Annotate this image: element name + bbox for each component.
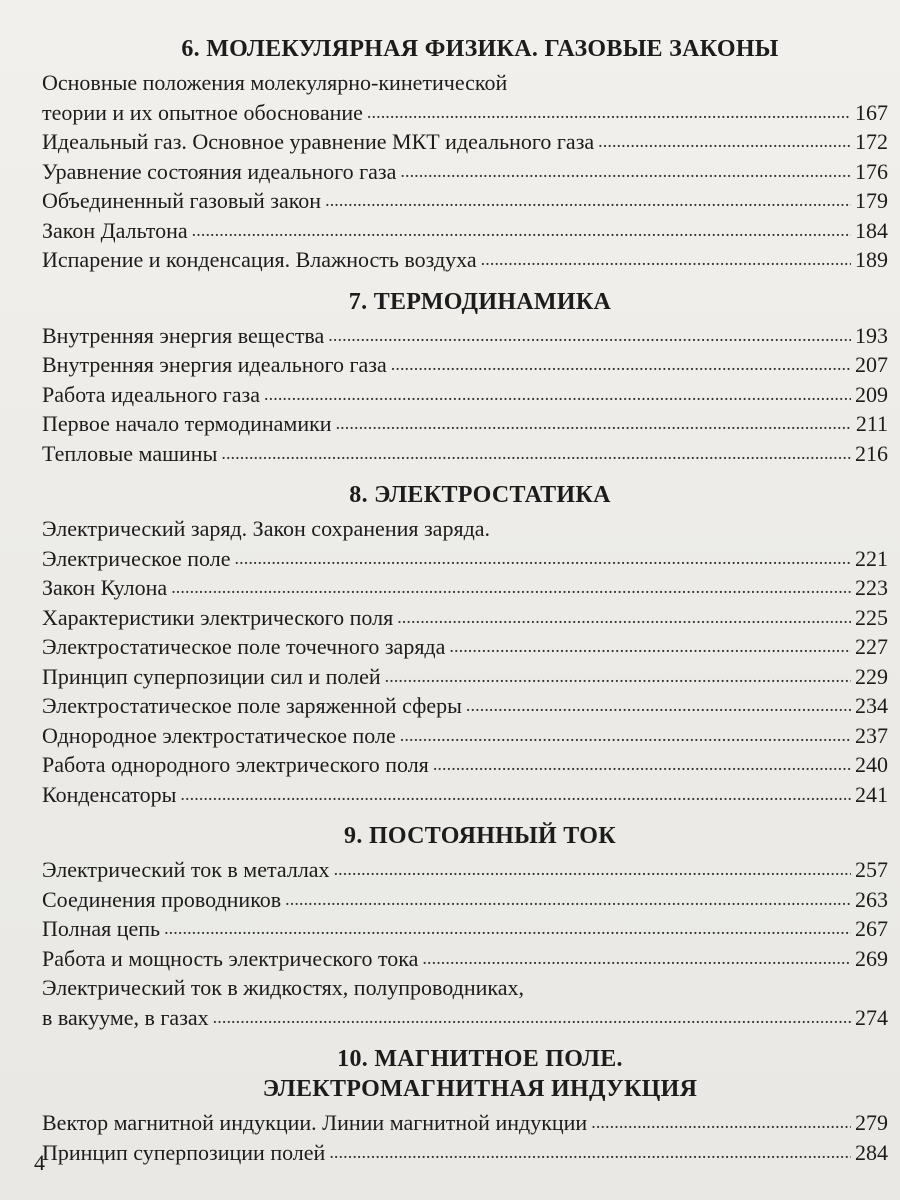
dot-leader [221,437,851,469]
toc-entry-title: Закон Кулона [42,575,168,600]
toc-entry[interactable] [42,573,888,603]
dot-leader [385,660,851,692]
dot-leader [235,542,851,574]
toc-entry-page-number: 221 [855,545,888,571]
dot-leader [325,184,851,216]
toc-entry-page-number: 209 [855,381,888,407]
toc-entry[interactable] [42,603,888,633]
toc-entry-page-number: 179 [855,188,888,213]
toc-entry[interactable] [42,157,888,187]
toc-entry[interactable] [42,350,888,380]
toc-entry-title-line1: Электрический ток в жидкостях, полупроводниках, [42,975,525,1000]
dot-leader [422,942,851,974]
section-gap [42,809,888,821]
toc-entry-title: Испарение и конденсация. Влажность воздуха [42,247,477,272]
toc-entry-page-number: 189 [855,247,888,272]
toc-entry[interactable] [42,1003,888,1033]
toc-entry[interactable] [42,662,888,692]
section-heading: 9. ПОСТОЯННЫЙ ТОК [344,823,616,849]
section-heading: 7. ТЕРМОДИНАМИКА [348,288,612,315]
toc-entry-title: Конденсаторы [42,781,177,807]
toc-entry-title: Работа однородного электрического поля [42,752,429,777]
toc-entry-title: Первое начало термодинамики [42,411,332,436]
toc-entry-page-number: 279 [855,1110,888,1135]
toc-entry-page-number: 257 [855,857,888,882]
toc-entry-page-number: 227 [855,634,888,659]
toc-entry-title-line1: Основные положения молекулярно-кинетической [42,70,508,95]
toc-entry[interactable] [42,914,888,944]
toc-entry-title: Принцип суперпозиции сил и полей [42,663,381,689]
toc-entry[interactable] [42,321,888,351]
toc-entry-title: Тепловые машины [42,440,218,466]
toc-entry-page-number: 172 [855,129,888,154]
dot-leader [336,407,852,439]
toc-entry[interactable] [42,721,888,751]
toc-entry-page-number: 225 [855,604,888,630]
section-gap [42,1032,888,1044]
dot-leader [334,853,851,885]
toc-entry-title: Внутренняя энергия идеального газа [42,352,387,377]
toc-entry[interactable] [42,944,888,974]
toc-entry[interactable] [42,409,888,439]
toc-entry-page-number: 184 [855,217,888,243]
toc-entry[interactable] [42,780,888,810]
toc-entry-title: Вектор магнитной индукции. Линии магнитной индукции [42,1110,588,1135]
toc-entry[interactable] [42,245,888,275]
toc-entry-page-number: 234 [855,693,888,718]
toc-entry-title: Работа и мощность электрического тока [42,945,419,971]
toc-entry-page-number: 216 [855,440,888,466]
toc-entry-title: Характеристики электрического поля [42,604,394,630]
toc-entry-page-number: 223 [855,575,888,600]
dot-leader [397,601,851,633]
toc-entry-title: Работа идеального газа [42,381,261,407]
toc-entry-title: Однородное электростатическое поле [42,722,396,748]
toc-entry[interactable] [42,514,888,544]
toc-entry[interactable] [42,885,888,915]
toc-entry-title: Внутренняя энергия вещества [42,322,325,348]
section-heading-line2: ЭЛЕКТРОМАГНИТНАЯ ИНДУКЦИЯ [262,1076,698,1102]
dot-leader [367,96,851,128]
dot-leader [433,748,851,780]
toc-entry-title: Полная цепь [42,916,161,941]
toc-entry-title: Идеальный газ. Основное уравнение МКТ идеального газа [42,129,595,154]
toc-entry-title: Электрический заряд. Закон сохранения заряда. [42,516,491,541]
section-heading: 6. МОЛЕКУЛЯРНАЯ ФИЗИКА. ГАЗОВЫЕ ЗАКОНЫ [181,36,779,62]
section-heading: 8. ЭЛЕКТРОСТАТИКА [349,482,611,508]
toc-entry-page-number: 237 [855,722,888,748]
toc-entry[interactable] [42,127,888,157]
toc-entry-title: Электрический ток в металлах [42,857,330,882]
toc-entry-page-number: 267 [855,916,888,941]
toc-entry[interactable] [42,1108,888,1138]
section-gap [42,468,888,480]
toc-entry-page-number: 167 [855,99,888,125]
toc-entry-page-number: 284 [855,1139,888,1165]
toc-entry-page-number: 176 [855,158,888,184]
dot-leader [466,689,851,721]
dot-leader [180,778,851,810]
dot-leader [264,378,851,410]
table-of-contents [42,34,888,1167]
toc-entry[interactable] [42,544,888,574]
page-number: 4 [34,1150,45,1175]
toc-entry[interactable] [42,186,888,216]
toc-entry-title: Электростатическое поле заряженной сферы [42,693,462,718]
toc-entry-title: Закон Дальтона [42,217,188,243]
toc-entry-page-number: 241 [855,781,888,807]
toc-entry-page-number: 269 [855,945,888,971]
toc-entry-title: Соединения проводников [42,886,282,912]
toc-entry[interactable] [42,216,888,246]
dot-leader [400,719,851,751]
section-gap [42,275,888,287]
toc-entry-page-number: 240 [855,752,888,777]
toc-entry-title: Электростатическое поле точечного заряда [42,634,446,659]
toc-entry-page-number: 193 [855,322,888,348]
dot-leader [171,571,851,603]
toc-entry[interactable] [42,380,888,410]
toc-entry[interactable] [42,439,888,469]
toc-entry[interactable] [42,98,888,128]
dot-leader [213,1001,851,1033]
toc-entry[interactable] [42,1138,888,1168]
dot-leader [400,155,851,187]
toc-entry-title: Уравнение состояния идеального газа [42,158,397,184]
dot-leader [285,883,851,915]
toc-entry[interactable] [42,750,888,780]
toc-entry[interactable] [42,632,888,662]
dot-leader [481,243,851,275]
dot-leader [449,630,851,662]
toc-entry-page-number: 229 [855,663,888,689]
toc-entry-page-number: 263 [855,886,888,912]
toc-entry-title: теории и их опытное обоснование [42,99,363,125]
toc-entry-title: в вакууме, в газах [42,1004,209,1030]
dot-leader [591,1106,851,1138]
toc-entry-page-number: 211 [855,411,888,436]
dot-leader [328,319,851,351]
dot-leader [164,912,851,944]
dot-leader [192,214,851,246]
toc-entry[interactable] [42,691,888,721]
toc-entry-title: Объединенный газовый закон [42,188,322,213]
section-heading: 10. МАГНИТНОЕ ПОЛЕ. [337,1046,623,1072]
toc-entry[interactable] [42,855,888,885]
toc-entry-title: Принцип суперпозиции полей [42,1139,326,1165]
toc-entry-title: Электрическое поле [42,545,231,571]
dot-leader [598,125,851,157]
dot-leader [391,348,851,380]
toc-entry-page-number: 207 [855,352,888,377]
toc-entry-page-number: 274 [855,1004,888,1030]
dot-leader [329,1136,851,1168]
